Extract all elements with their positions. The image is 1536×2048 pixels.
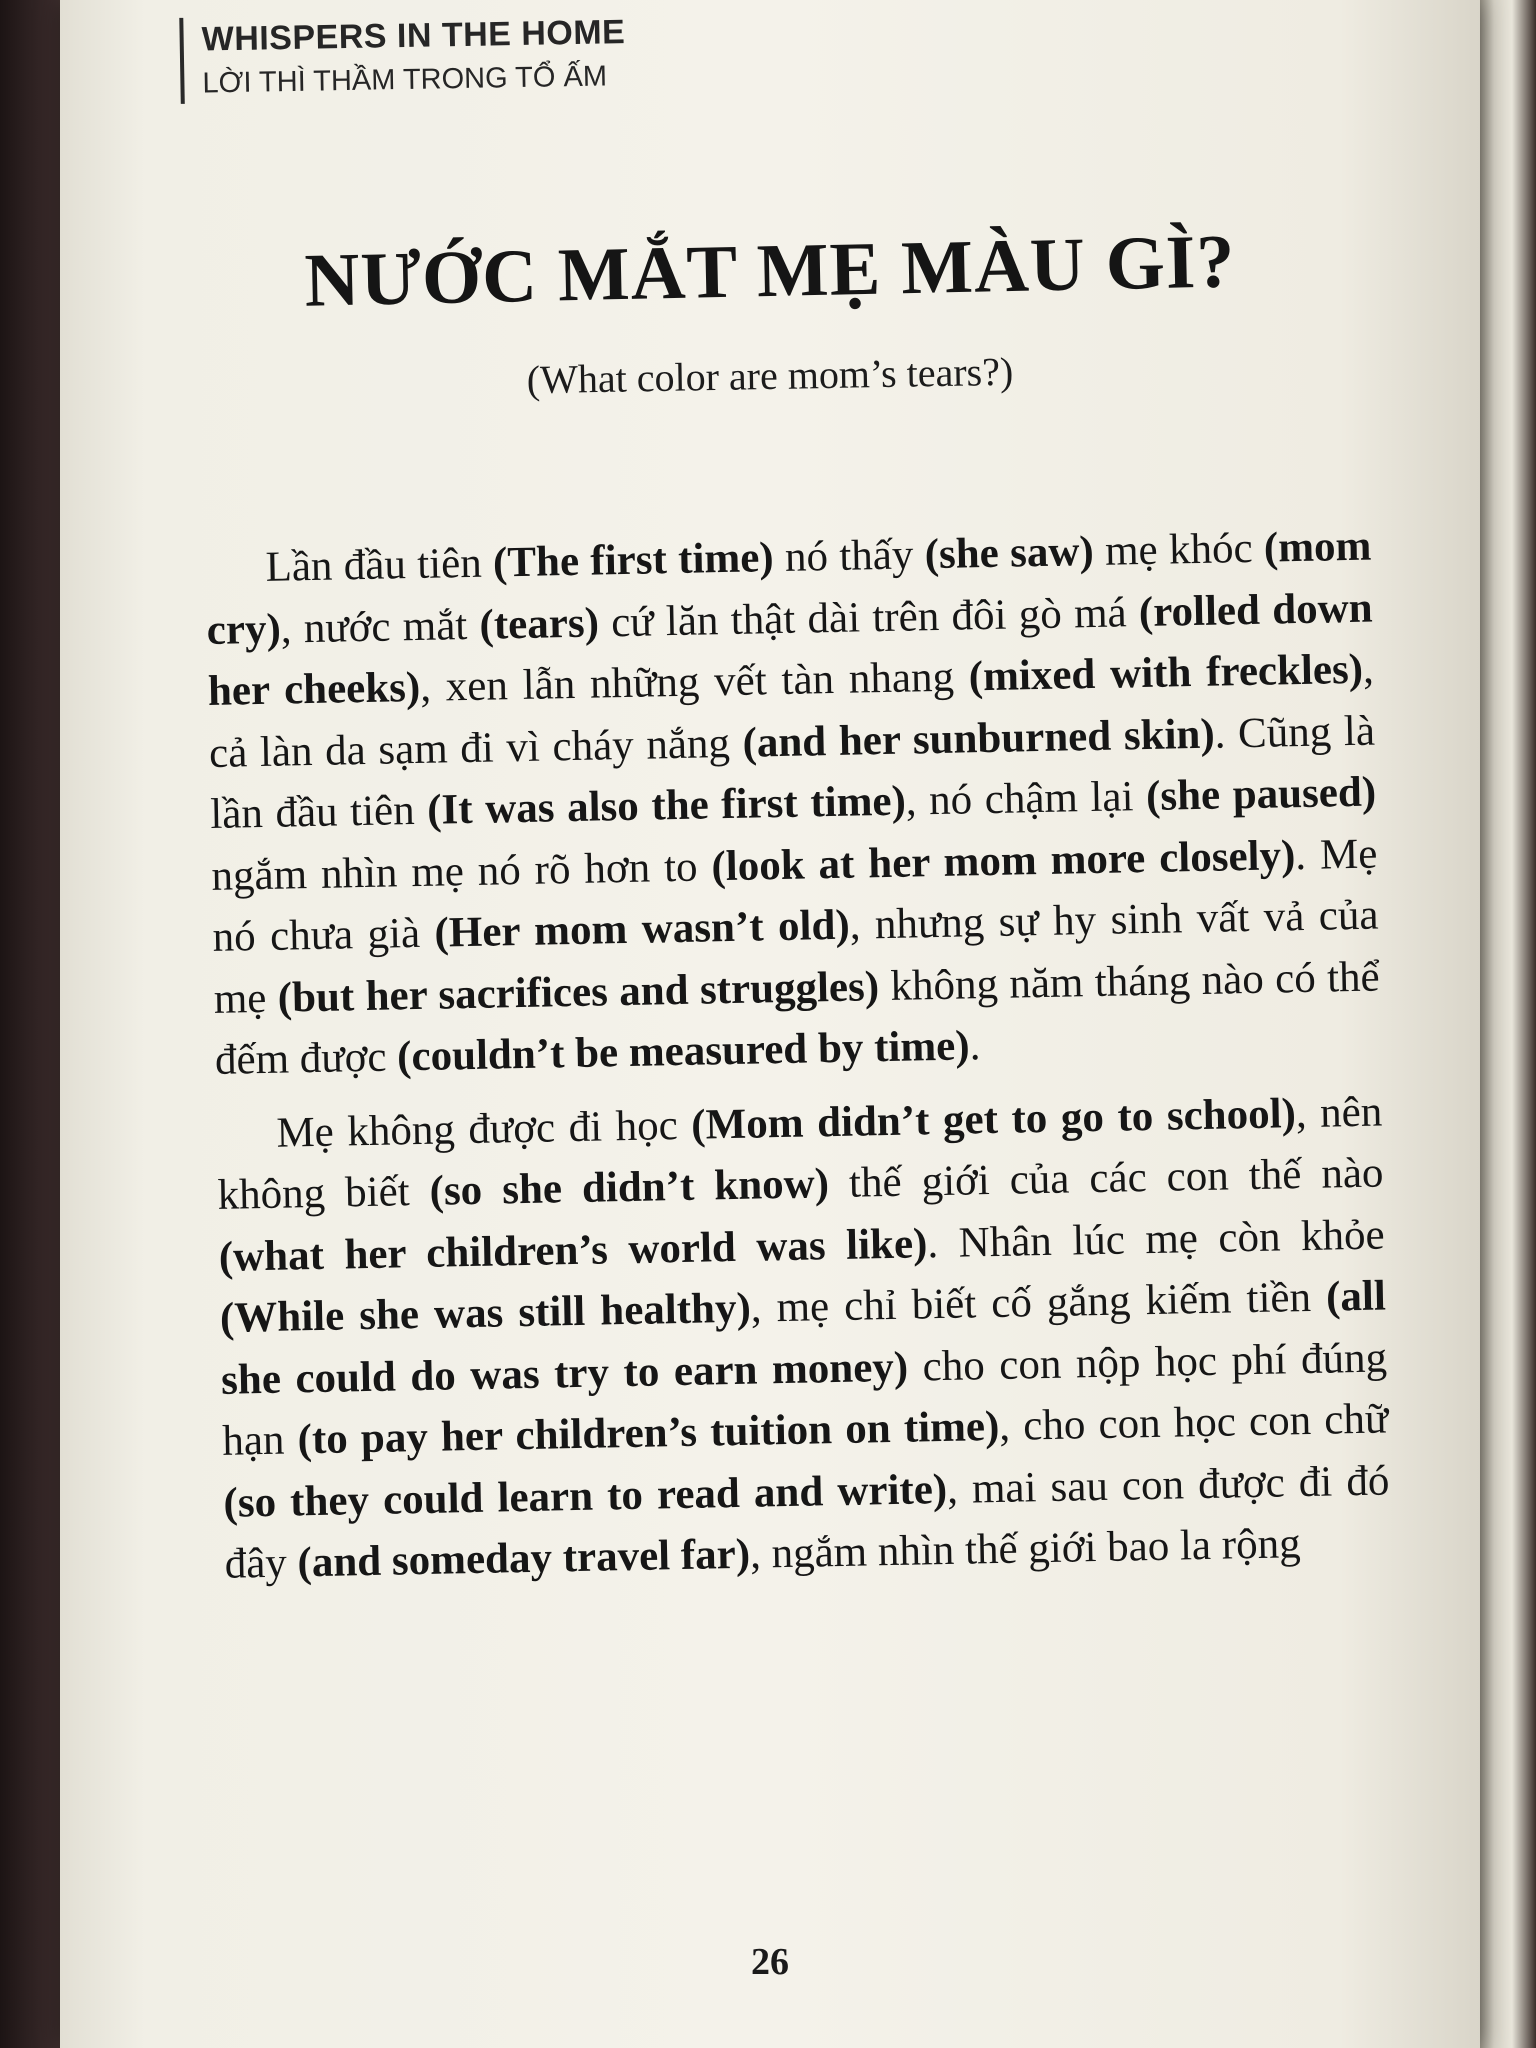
english-gloss: (so she didn’t know): [429, 1160, 830, 1215]
english-gloss: (mom cry): [206, 522, 1372, 654]
header-title-vi: LỜI THÌ THẦM TRONG TỔ ẤM: [202, 60, 608, 100]
body-text: [205, 516, 1391, 1596]
english-gloss: (but her sacrifices and struggles): [277, 962, 880, 1022]
paragraph-1: Lần đầu tiên (The first time) nó thấy (she saw) mẹ khóc (mom cry), nước mắt (tears) cứ lăn thật dài trên đôi gò má (rolled down her cheeks), xen lẫn những vết tàn nhang (mixed with freckles), cả làn da sạm đi vì cháy nắng (and her sunburned skin). Cũng là lần đầu tiên (It was also the first time), nó chậm lại (she paused) ngắm nhìn mẹ nó rõ hơn to (look at her mom more closely). Mẹ nó chưa già (Her mom wasn’t old), nhưng sự hy sinh vất vả của mẹ (but her sacrifices and struggles) không năm tháng nào có thể đếm được (couldn’t be measured by time).: [206, 522, 1381, 1084]
english-gloss: (While she was still healthy): [219, 1284, 752, 1342]
english-gloss: (so they could learn to read and write): [223, 1465, 948, 1527]
english-gloss: (and her sunburned skin): [742, 710, 1216, 767]
english-gloss: (It was also the first time): [426, 777, 907, 834]
english-gloss: (The first time): [492, 534, 775, 587]
paragraph-2: Mẹ không được đi học (Mom didn’t get to go to school), nên không biết (so she didn’t know) thế giới của các con thế nào (what her children’s world was like). Nhân lúc mẹ còn khỏe (While she was still healthy), mẹ chỉ biết cố gắng kiếm tiền (all she could do was try to earn money) cho con nộp học phí đúng hạn (to pay her children’s tuition on time), cho con học con chữ (so they could learn to read and write), mai sau con được đi đó đây (and someday travel far), ngắm nhìn thế giới bao la rộng: [217, 1088, 1390, 1588]
running-header: [179, 10, 626, 104]
english-gloss: (and someday travel far): [297, 1530, 751, 1587]
next-page-edge: [1476, 0, 1536, 2048]
english-gloss: (she saw): [924, 527, 1095, 579]
book-page: [60, 0, 1480, 2048]
english-gloss: (mixed with freckles): [968, 645, 1364, 701]
page-number: 26: [751, 1941, 789, 1983]
english-gloss: (what her children’s world was like): [218, 1219, 928, 1281]
english-gloss: (rolled down her cheeks): [207, 584, 1374, 715]
english-gloss: (all she could do was try to earn money): [220, 1272, 1387, 1404]
english-gloss: (look at her mom more closely): [710, 831, 1296, 890]
english-gloss: (she paused): [1145, 768, 1377, 820]
english-gloss: (couldn’t be measured by time): [396, 1022, 971, 1081]
header-title-en: WHISPERS IN THE HOME: [201, 13, 626, 59]
chapter-title: NƯỚC MẮT MẸ MÀU GÌ?: [303, 219, 1237, 323]
english-gloss: (Mom didn’t get to go to school): [690, 1089, 1297, 1149]
english-gloss: (tears): [479, 598, 600, 649]
chapter-subtitle: (What color are mom’s tears?): [526, 348, 1014, 403]
english-gloss: (Her mom wasn’t old): [434, 901, 851, 957]
english-gloss: (to pay her children’s tuition on time): [297, 1402, 1000, 1464]
